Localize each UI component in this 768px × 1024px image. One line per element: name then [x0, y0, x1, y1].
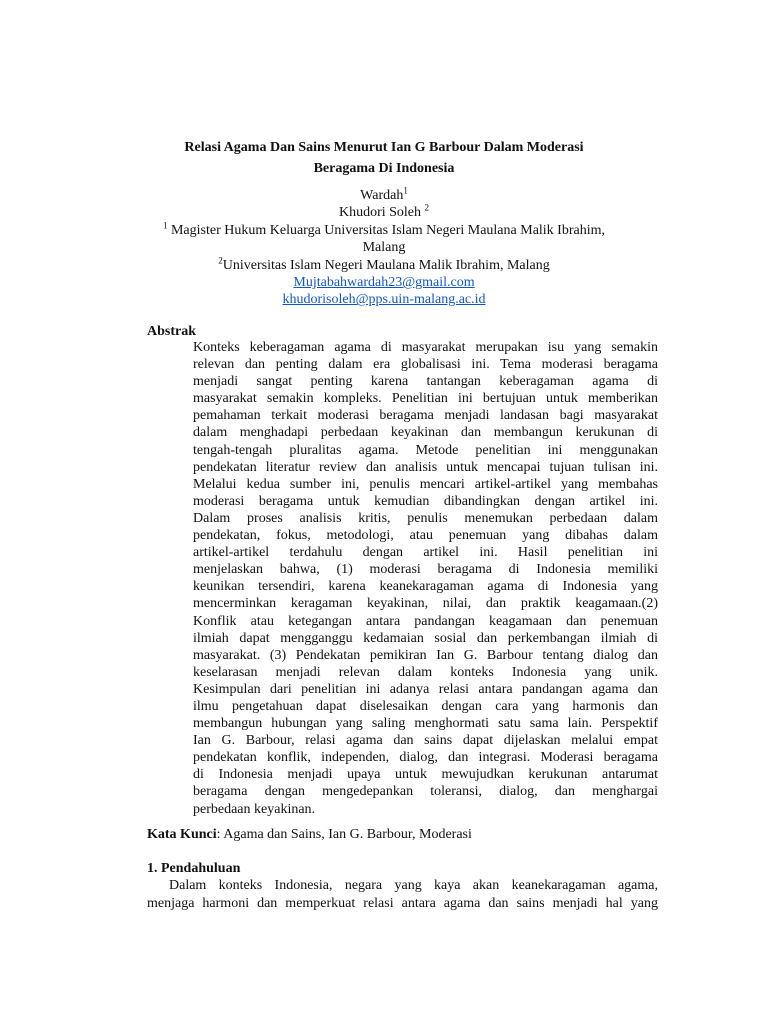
keywords-text: : Agama dan Sains, Ian G. Barbour, Moderasi — [216, 827, 472, 842]
paper-title — [140, 137, 628, 179]
title-line-2: Beragama Di Indonesia — [313, 161, 455, 176]
abstract-line: keselarasan menjadi relevan dalam konteks Indonesia yang unik. — [193, 664, 658, 680]
abstract-line: masyarakat. (3) Pendekatan pemikiran Ian G. Barbour tentang dialog dan — [193, 647, 658, 663]
abstract-line: Konflik atau ketegangan antara pandangan keagamaan dan penemuan — [193, 613, 658, 629]
abstract-line: Dalam proses analisis kritis, penulis menemukan perbedaan dalam — [193, 510, 658, 526]
affiliation-2: $^2$Universitas Islam Negeri Maulana Malik Ibrahim, Malang — [218, 254, 550, 273]
abstract-line: pendekatan konflik, independen, dialog, dan integrasi. Moderasi beragama — [193, 750, 658, 766]
keywords-label: Kata Kunci — [147, 827, 217, 842]
author-1: Wardah$^1$ — [360, 185, 408, 203]
abstract-line: Melalui kedua sumber ini, penulis mencari artikel-artikel yang membahas — [193, 476, 658, 492]
abstract-line: pendekatan literatur review dan analisis untuk mencapai tujuan tulisan ini. — [193, 459, 658, 475]
author-2: Khudori Soleh $^2$ — [338, 202, 430, 221]
abstract-line: masyarakat semakin kompleks. Penelitian ini bertujuan untuk memberikan — [193, 391, 658, 407]
keywords — [147, 826, 667, 843]
section-1-line-2: menjaga harmoni dan memperkuat relasi antara agama dan sains menjadi hal yang — [147, 895, 658, 911]
abstract-line: ilmu pengetahuan dapat diselesaikan dengan cara yang harmonis dan — [193, 698, 658, 714]
author-block — [140, 187, 628, 309]
abstract-line: pemahaman terkait moderasi beragama menjadi landasan bagi masyarakat — [193, 408, 658, 424]
abstract-line: artikel-artikel terdahulu dengan artikel ini. Hasil penelitian ini — [193, 545, 658, 561]
abstract-line: Ian G. Barbour, relasi agama dan sains dapat dijelaskan melalui empat — [193, 733, 658, 749]
abstract-body — [193, 339, 658, 818]
abstract-line: menjadi sangat penting karena tantangan keberagaman agama di — [193, 374, 658, 390]
abstract-line: moderasi beragama untuk kemudian dibandingkan dengan artikel ini. — [193, 493, 658, 509]
abstract-line: pendekatan, fokus, metodologi, atau penemuan yang dibahas dalam — [193, 528, 658, 544]
section-1-heading: 1. Pendahuluan — [147, 861, 241, 876]
abstract-line: di Indonesia menjadi upaya untuk mewujudkan kerukunan antarumat — [193, 767, 658, 783]
affiliation-1-city: Malang — [362, 240, 406, 256]
abstract-line: mencerminkan keragaman keyakinan, nilai, dan praktik keagamaan.(2) — [193, 596, 658, 612]
title-line-1: Relasi Agama Dan Sains Menurut Ian G Barbour Dalam Moderasi — [184, 140, 584, 155]
email-2-link[interactable]: khudorisoleh@pps.uin-malang.ac.id — [282, 292, 486, 308]
abstract-line: keunikan tersendiri, karena keanekaragaman agama di Indonesia yang — [193, 579, 658, 595]
email-1-line — [140, 274, 628, 291]
abstract-line: dalam menghadapi perbedaan keyakinan dan membangun kerukunan di — [193, 425, 658, 441]
abstract-heading: Abstrak — [147, 324, 197, 339]
email-1-link[interactable]: Mujtabahwardah23@gmail.com — [293, 275, 475, 291]
abstract-line: Konteks keberagaman agama di masyarakat merupakan isu yang semakin — [193, 340, 658, 355]
abstract-line: beragama dengan mengedepankan toleransi, dialog, dan menghargai — [193, 784, 658, 800]
abstract-line: relevan dan penting dalam era globalisasi ini. Tema moderasi beragama — [193, 357, 658, 373]
section-1-body — [147, 877, 658, 912]
abstract-line: ilmiah dapat mengganggu kedamaian sosial dan perkembangan ilmiah di — [193, 630, 658, 646]
section-1-line-1: Dalam konteks Indonesia, negara yang kaya akan keanekaragaman agama, — [169, 878, 658, 893]
abstract-line: Kesimpulan dari penelitian ini adanya relasi antara pandangan agama dan — [193, 681, 658, 697]
email-2-line — [140, 291, 628, 308]
abstract-line: menjelaskan bahwa, (1) moderasi beragama di Indonesia memiliki — [193, 562, 658, 578]
abstract-line: perbedaan keyakinan. — [193, 801, 316, 817]
affiliation-1: $^1$ Magister Hukum Keluarga Universitas Islam Negeri Maulana Malik Ibrahim, — [162, 220, 605, 238]
abstract-line: membangun hubungan yang saling menghormati satu sama lain. Perspektif — [193, 716, 658, 732]
abstract-line: tengah-tengah pluralitas agama. Metode penelitian ini menggunakan — [193, 442, 658, 458]
